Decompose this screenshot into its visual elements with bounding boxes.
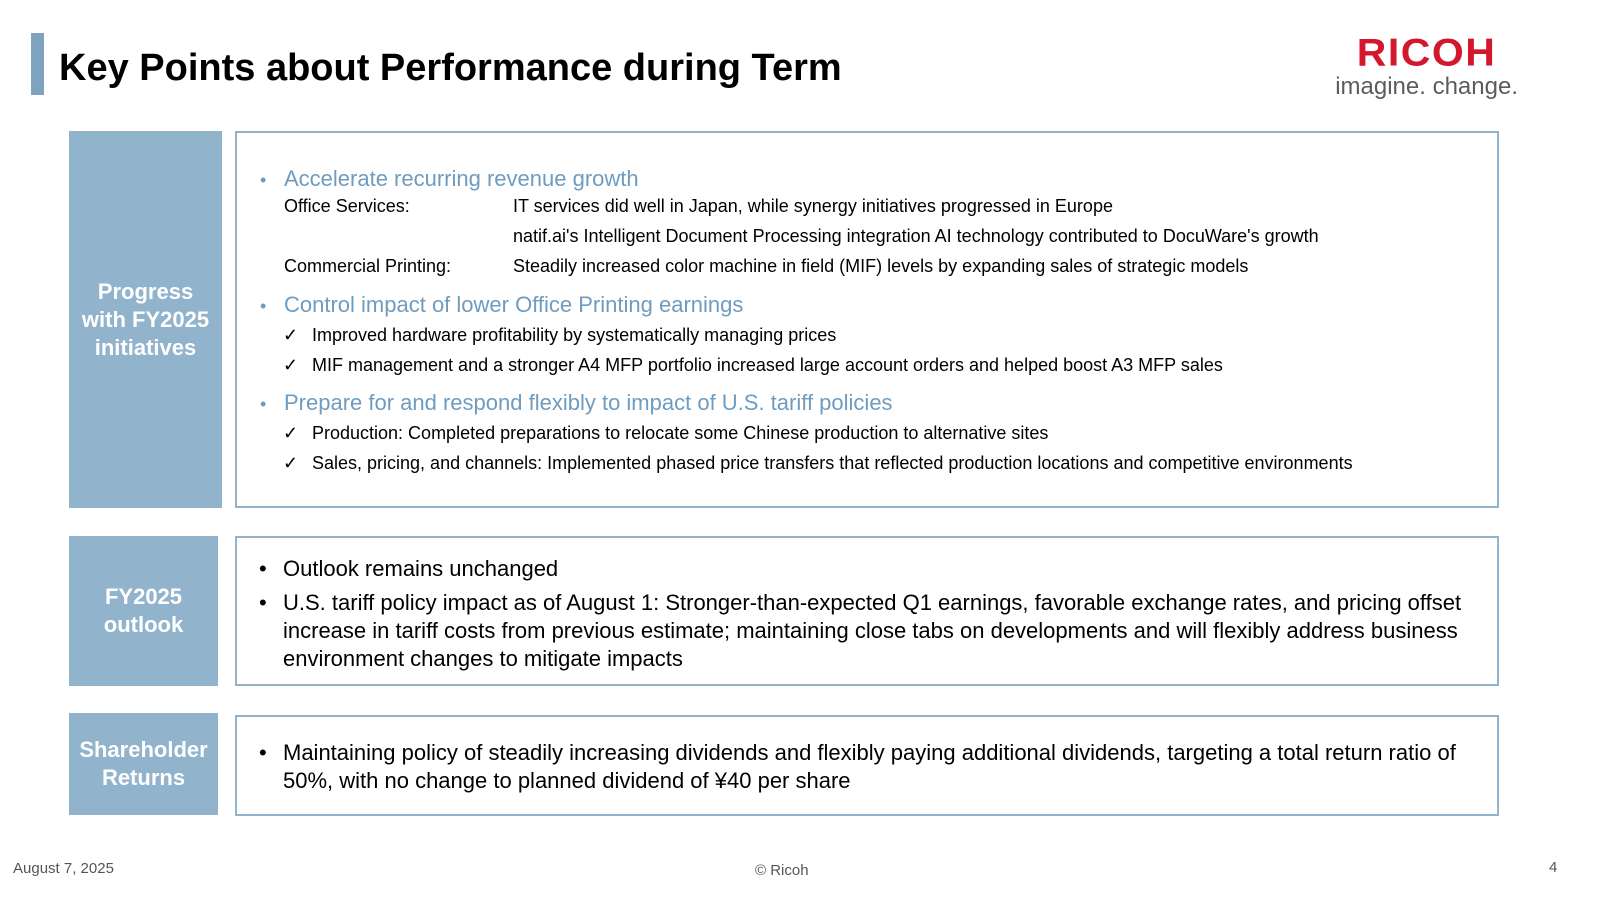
outlook-bullet: • U.S. tariff policy impact as of August 1: Stronger-than-expected Q1 earnings, favorable exchange rates, and pricing offset increase in tariff costs from previous estimate; maintaining close tabs on developments and will flexibly address business environment changes to mitigate impacts xyxy=(259,590,1462,671)
progress-heading-recurring: • Accelerate recurring revenue growth xyxy=(261,165,1497,194)
outlook-panel xyxy=(235,536,1499,686)
check-item: ✓ Sales, pricing, and channels: Implemented phased price transfers that reflected production locations and competitive environments xyxy=(261,448,1497,478)
returns-panel xyxy=(235,715,1499,816)
outlook-label: FY2025 outlook xyxy=(69,536,218,686)
progress-heading-tariff: • Prepare for and respond flexibly to impact of U.S. tariff policies xyxy=(261,389,1497,418)
bullet-icon: • xyxy=(260,296,267,316)
check-item: ✓ MIF management and a stronger A4 MFP portfolio increased large account orders and helped boost A3 MFP sales xyxy=(261,350,1497,380)
check-icon: ✓ xyxy=(283,325,299,345)
page-number: 4 xyxy=(1549,859,1558,876)
footer-date: August 7, 2025 xyxy=(13,860,114,877)
progress-panel xyxy=(235,131,1499,508)
bullet-icon: • xyxy=(260,170,267,190)
bullet-icon: • xyxy=(260,394,267,414)
outlook-bullet: • Outlook remains unchanged xyxy=(259,556,559,581)
ricoh-logo xyxy=(1335,32,1518,99)
progress-label: Progress with FY2025 initiatives xyxy=(69,131,222,508)
commercial-printing-row: Commercial Printing: Steadily increased color machine in field (MIF) levels by expanding sales of strategic models xyxy=(284,256,1249,276)
office-services-row: Office Services: IT services did well in Japan, while synergy initiatives progressed in Europe xyxy=(284,196,1113,216)
title-accent-bar xyxy=(31,33,44,95)
bullet-icon: • xyxy=(259,740,267,765)
returns-bullet: • Maintaining policy of steadily increasing dividends and flexibly paying additional dividends, targeting a total return ratio of 50%, with no change to planned dividend of ¥40 per share xyxy=(259,740,1456,793)
progress-heading-office-printing: • Control impact of lower Office Printing earnings xyxy=(261,291,1497,320)
bullet-icon: • xyxy=(259,556,267,581)
docuware-row: natif.ai's Intelligent Document Processing integration AI technology contributed to DocuWare's growth xyxy=(513,226,1319,246)
logo-tagline: imagine. change. xyxy=(1335,73,1518,100)
check-icon: ✓ xyxy=(283,423,299,443)
returns-label: Shareholder Returns xyxy=(69,713,218,815)
footer-copyright: © Ricoh xyxy=(755,862,809,879)
logo-wordmark: RICOH xyxy=(1356,30,1497,74)
check-item: ✓ Production: Completed preparations to relocate some Chinese production to alternative sites xyxy=(261,418,1497,448)
page-title: Key Points about Performance during Term xyxy=(59,47,842,89)
bullet-icon: • xyxy=(259,590,267,615)
check-item: ✓ Improved hardware profitability by systematically managing prices xyxy=(261,320,1497,350)
check-icon: ✓ xyxy=(283,355,299,375)
check-icon: ✓ xyxy=(283,453,299,473)
